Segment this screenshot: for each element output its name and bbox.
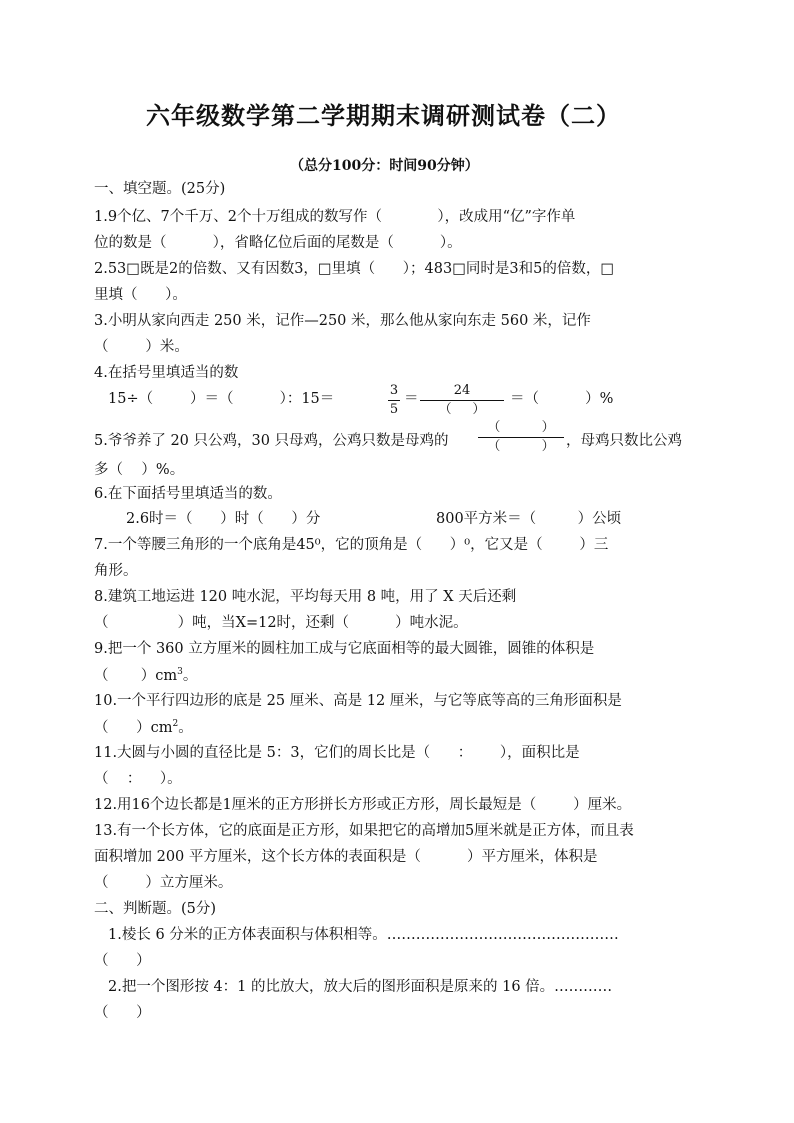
q6-line1: 6.在下面括号里填适当的数。	[94, 486, 282, 502]
judge2-answer-blank: （ ）	[94, 1005, 151, 1021]
q4-frac1-numerator: 3	[389, 383, 399, 398]
q5-frac-denominator: （ ）	[487, 439, 555, 454]
q4-expression-end: ＝（ ）%	[510, 391, 614, 407]
q9-period: 。	[182, 667, 198, 684]
q13-line2: 面积增加 200 平方厘米，这个长方体的表面积是（ ）平方厘米，体积是	[94, 849, 598, 865]
q9-line1: 9.把一个 360 立方厘米的圆柱加工成与它底面相等的最大圆锥，圆锥的体积是	[94, 641, 595, 657]
q2-line1: 2.53□既是2的倍数、又有因数3，□里填（ ）；483□同时是3和5的倍数，□	[94, 261, 615, 277]
q10-period: 。	[178, 719, 193, 736]
q2-line2: 里填（ ）。	[94, 287, 187, 303]
q10-line2	[94, 720, 193, 735]
q3-line1: 3.小明从家向西走 250 米，记作—250 米，那么他从家向东走 560 米，记作	[94, 313, 591, 329]
q3-line2: （ ）米。	[94, 339, 189, 355]
q4-line1: 4.在括号里填适当的数	[94, 365, 239, 381]
section2-heading: 二、判断题。(5分)	[94, 901, 217, 917]
judge1-answer-blank: （ ）	[94, 953, 151, 969]
q8-line1: 8.建筑工地运进 120 吨水泥，平均每天用 8 吨，用了 X 天后还剩	[94, 589, 517, 605]
q9-cubic-exponent: 3	[177, 667, 183, 677]
q5-frac-numerator: （ ）	[487, 420, 555, 435]
q10-answer-text: （ ）cm	[94, 719, 173, 736]
q4-frac2-denominator: （ ）	[438, 402, 486, 417]
q9-answer-text: （ ）cm	[94, 667, 178, 684]
page-subtitle: （总分100分：时间90分钟）	[290, 158, 479, 174]
q9-line2	[94, 668, 197, 683]
q13-line1: 13.有一个长方体，它的底面是正方形，如果把它的高增加5厘米就是正方体，而且表	[94, 823, 634, 839]
judge1-line1: 1.棱长 6 分米的正方体表面积与体积相等。…………………………………………	[108, 927, 619, 943]
q1-line2: 位的数是（ ），省略亿位后面的尾数是（ ）。	[94, 235, 462, 251]
q13-line3: （ ）立方厘米。	[94, 875, 233, 891]
q4-fraction-three-fifths	[388, 383, 400, 418]
q10-square-exponent: 2	[172, 719, 179, 729]
page-title: 六年级数学第二学期期末调研测试卷（二）	[146, 101, 621, 130]
q1-line1: 1.9个亿、7个千万、2个十万组成的数写作（ ），改成用“亿”字作单	[94, 209, 576, 225]
q7-line1: 7.一个等腰三角形的一个底角是45⁰，它的顶角是（ ）⁰，它又是（ ）三	[94, 537, 609, 553]
q4-fraction-24	[420, 383, 504, 418]
q6-part-b: 800平方米＝（ ）公顷	[436, 511, 622, 527]
q5-line2: 多（ ）%。	[94, 462, 185, 478]
q11-line1: 11.大圆与小圆的直径比是 5：3，它们的周长比是（ ： ），面积比是	[94, 745, 580, 761]
q5-text-end: ，母鸡只数比公鸡	[566, 433, 682, 449]
q6-part-a: 2.6时＝（ ）时（ ）分	[126, 511, 321, 527]
q7-line2: 角形。	[94, 563, 138, 579]
q12-line1: 12.用16个边长都是1厘米的正方形拼长方形或正方形，周长最短是（ ）厘米。	[94, 797, 632, 813]
q4-frac1-denominator: 5	[389, 402, 399, 417]
q5-fraction	[478, 420, 564, 455]
judge2-line1: 2.把一个图形按 4：1 的比放大，放大后的图形面积是原来的 16 倍。…………	[108, 979, 613, 995]
q8-line2: （ ）吨，当X=12时，还剩（ ）吨水泥。	[94, 615, 468, 631]
q10-line1: 10.一个平行四边形的底是 25 厘米、高是 12 厘米，与它等底等高的三角形面积是	[94, 693, 622, 709]
section1-heading: 一、填空题。(25分)	[94, 181, 226, 197]
q4-frac2-numerator: 24	[453, 383, 471, 398]
q11-line2: （ ： ）。	[94, 771, 182, 787]
q4-expression-start: 15÷（ ）＝（ ）：15＝	[108, 391, 335, 407]
q5-text-start: 5.爷爷养了 20 只公鸡，30 只母鸡，公鸡只数是母鸡的	[94, 433, 449, 449]
q4-equals: ＝	[404, 391, 419, 407]
